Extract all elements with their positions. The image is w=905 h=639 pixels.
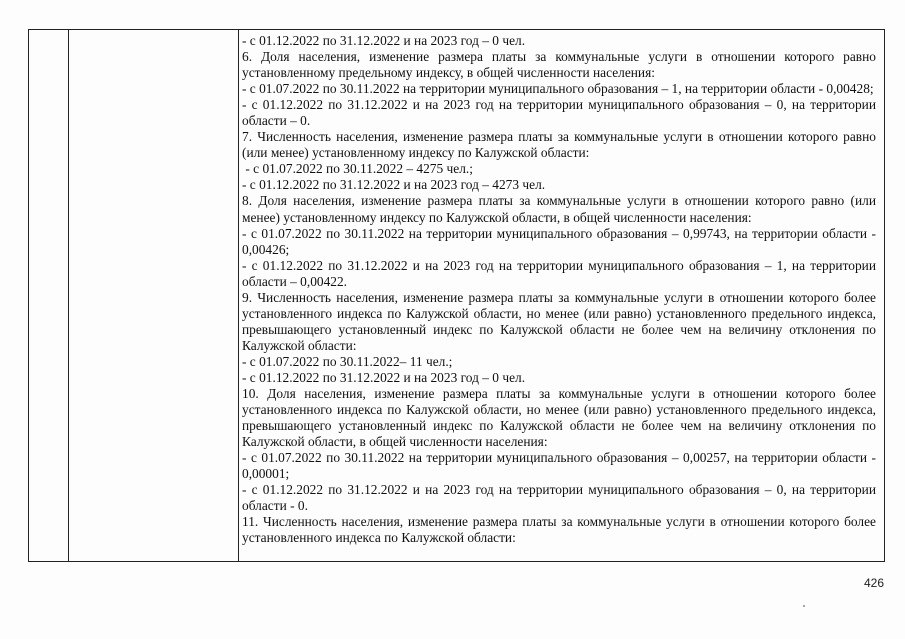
document-table (28, 29, 885, 562)
paragraph-line: - с 01.12.2022 по 31.12.2022 и на 2023 год – 4273 чел. (242, 177, 546, 193)
paragraph-line: - с 01.12.2022 по 31.12.2022 и на 2023 год на территории муниципального образования – 0, на территории области – 0. (242, 97, 876, 129)
paragraph-line: - с 01.12.2022 по 31.12.2022 и на 2023 год на территории муниципального образования – 0, на территории области - 0. (242, 482, 876, 514)
table-column-divider (68, 30, 69, 561)
table-column-divider (238, 30, 239, 561)
paragraph-line: - с 01.12.2022 по 31.12.2022 и на 2023 год на территории муниципального образования – 1, на территории области – 0,00422. (242, 257, 876, 289)
paragraph-item-8: 8. Доля населения, изменение размера платы за коммунальные услуги в отношении которого равно (или менее) установленному индексу по Калужской области, в общей численности населения: (242, 193, 876, 225)
paragraph-item-9: 9. Численность населения, изменение размера платы за коммунальные услуги в отношении которого более установленного индекса по Калужской области, но менее (или равно) установленного предельного индекса, превышающего установленный индекс по Калужской области не более чем на величину отклонения по Калужской области: (242, 289, 876, 353)
paragraph-line: - с 01.07.2022 по 30.11.2022– 11 чел.; (242, 353, 453, 369)
table-cell-text (242, 33, 876, 547)
paragraph-line: - с 01.07.2022 по 30.11.2022 – 4275 чел.; (242, 161, 473, 177)
paragraph-line: - с 01.12.2022 по 31.12.2022 и на 2023 год – 0 чел. (242, 33, 526, 48)
scan-speck (803, 605, 805, 607)
paragraph-line: - с 01.07.2022 по 30.11.2022 на территории муниципального образования – 1, на территории области - 0,00428; (242, 81, 874, 97)
paragraph-line: - с 01.07.2022 по 30.11.2022 на территории муниципального образования – 0,99743, на территории области - 0,00426; (242, 225, 876, 257)
paragraph-item-10: 10. Доля населения, изменение размера платы за коммунальные услуги в отношении которого более установленного индекса по Калужской области, но менее (или равно) установленного предельного индекса, превышающего установленный индекс по Калужской области не более чем на величину отклонения по Калужской области, в общей численности населения: (242, 386, 876, 450)
paragraph-item-7: 7. Численность населения, изменение размера платы за коммунальные услуги в отношении которого равно (или менее) установленному индексу по Калужской области: (242, 129, 876, 161)
paragraph-line: - с 01.07.2022 по 30.11.2022 на территории муниципального образования – 0,00257, на территории области - 0,00001; (242, 450, 876, 482)
paragraph-item-11: 11. Численность населения, изменение размера платы за коммунальные услуги в отношении которого более установленного индекса по Калужской области: (242, 514, 876, 546)
paragraph-item-6: 6. Доля населения, изменение размера платы за коммунальные услуги в отношении которого равно установленному предельному индексу, в общей численности населения: (242, 49, 876, 81)
paragraph-line: - с 01.12.2022 по 31.12.2022 и на 2023 год – 0 чел. (242, 369, 526, 385)
page-number: 426 (863, 576, 884, 590)
